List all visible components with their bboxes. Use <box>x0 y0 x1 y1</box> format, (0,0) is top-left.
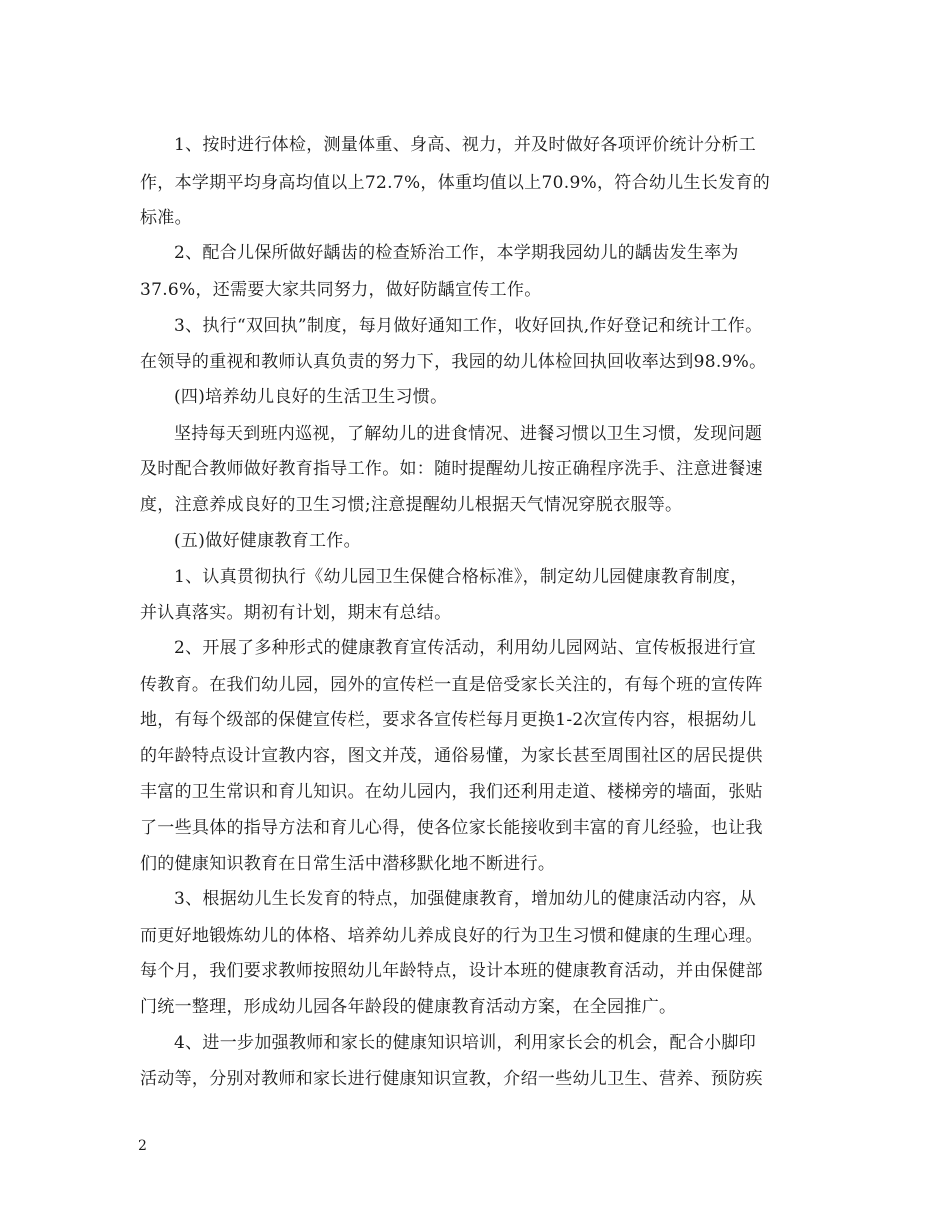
text-line: 门统一整理，形成幼儿园各年龄段的健康教育活动方案，在全园推广。 <box>140 997 677 1017</box>
text-line: 2、配合儿保所做好龋齿的检查矫治工作，本学期我园幼儿的龋齿发生率为 <box>174 243 739 263</box>
text-line: 地，有每个级部的保健宣传栏，要求各宣传栏每月更换1-2次宣传内容，根据幼儿 <box>140 710 757 730</box>
text-line: 作，本学期平均身高均值以上72.7%，体重均值以上70.9%，符合幼儿生长发育的 <box>140 173 771 193</box>
text-line: 了一些具体的指导方法和育儿心得，使各位家长能接收到丰富的育儿经验，也让我 <box>140 818 763 838</box>
text-line: 1、认真贯彻执行《幼儿园卫生保健合格标准》，制定幼儿园健康教育制度， <box>174 567 748 587</box>
text-line: 2、开展了多种形式的健康教育宣传活动，利用幼儿园网站、宣传板报进行宣 <box>174 638 757 658</box>
text-line: 4、进一步加强教师和家长的健康知识培训，利用家长会的机会，配合小脚印 <box>174 1033 757 1053</box>
text-line: 及时配合教师做好教育指导工作。如：随时提醒幼儿按正确程序洗手、注意进餐速 <box>140 459 763 479</box>
text-line: 每个月，我们要求教师按照幼儿年龄特点，设计本班的健康教育活动，并由保健部 <box>140 961 763 981</box>
text-line: 的年龄特点设计宣教内容，图文并茂，通俗易懂，为家长甚至周围社区的居民提供 <box>140 746 763 766</box>
text-line: 在领导的重视和教师认真负责的努力下，我园的幼儿体检回执回收率达到98.9%。 <box>140 352 767 372</box>
text-line: 们的健康知识教育在日常生活中潜移默化地不断进行。 <box>140 854 556 874</box>
text-line: 37.6%，还需要大家共同努力，做好防龋宣传工作。 <box>140 280 542 300</box>
text-line: 丰富的卫生常识和育儿知识。在幼儿园内，我们还利用走道、楼梯旁的墙面，张贴 <box>140 782 763 802</box>
text-line: 标准。 <box>140 208 192 228</box>
text-line: 活动等，分别对教师和家长进行健康知识宣教，介绍一些幼儿卫生、营养、预防疾 <box>140 1069 763 1089</box>
text-line: 而更好地锻炼幼儿的体格、培养幼儿养成良好的行为卫生习惯和健康的生理心理。 <box>140 926 763 946</box>
text-line: 传教育。在我们幼儿园，园外的宣传栏一直是倍受家长关注的，有每个班的宣传阵 <box>140 675 763 695</box>
text-line: 1、按时进行体检，测量体重、身高、视力，并及时做好各项评价统计分析工 <box>174 135 757 155</box>
section-heading: (五)做好健康教育工作。 <box>174 531 361 551</box>
text-line: 3、根据幼儿生长发育的特点，加强健康教育，增加幼儿的健康活动内容，从 <box>174 889 757 909</box>
section-heading: (四)培养幼儿良好的生活卫生习惯。 <box>174 387 448 407</box>
text-line: 并认真落实。期初有计划，期末有总结。 <box>140 603 452 623</box>
page-number: 2 <box>138 1138 147 1154</box>
text-line: 3、执行“双回执”制度，每月做好通知工作，收好回执,作好登记和统计工作。 <box>174 316 763 336</box>
text-line: 坚持每天到班内巡视，了解幼儿的进食情况、进餐习惯以卫生习惯，发现问题 <box>174 424 763 444</box>
text-line: 度，注意养成良好的卫生习惯;注意提醒幼儿根据天气情况穿脱衣服等。 <box>140 495 683 515</box>
